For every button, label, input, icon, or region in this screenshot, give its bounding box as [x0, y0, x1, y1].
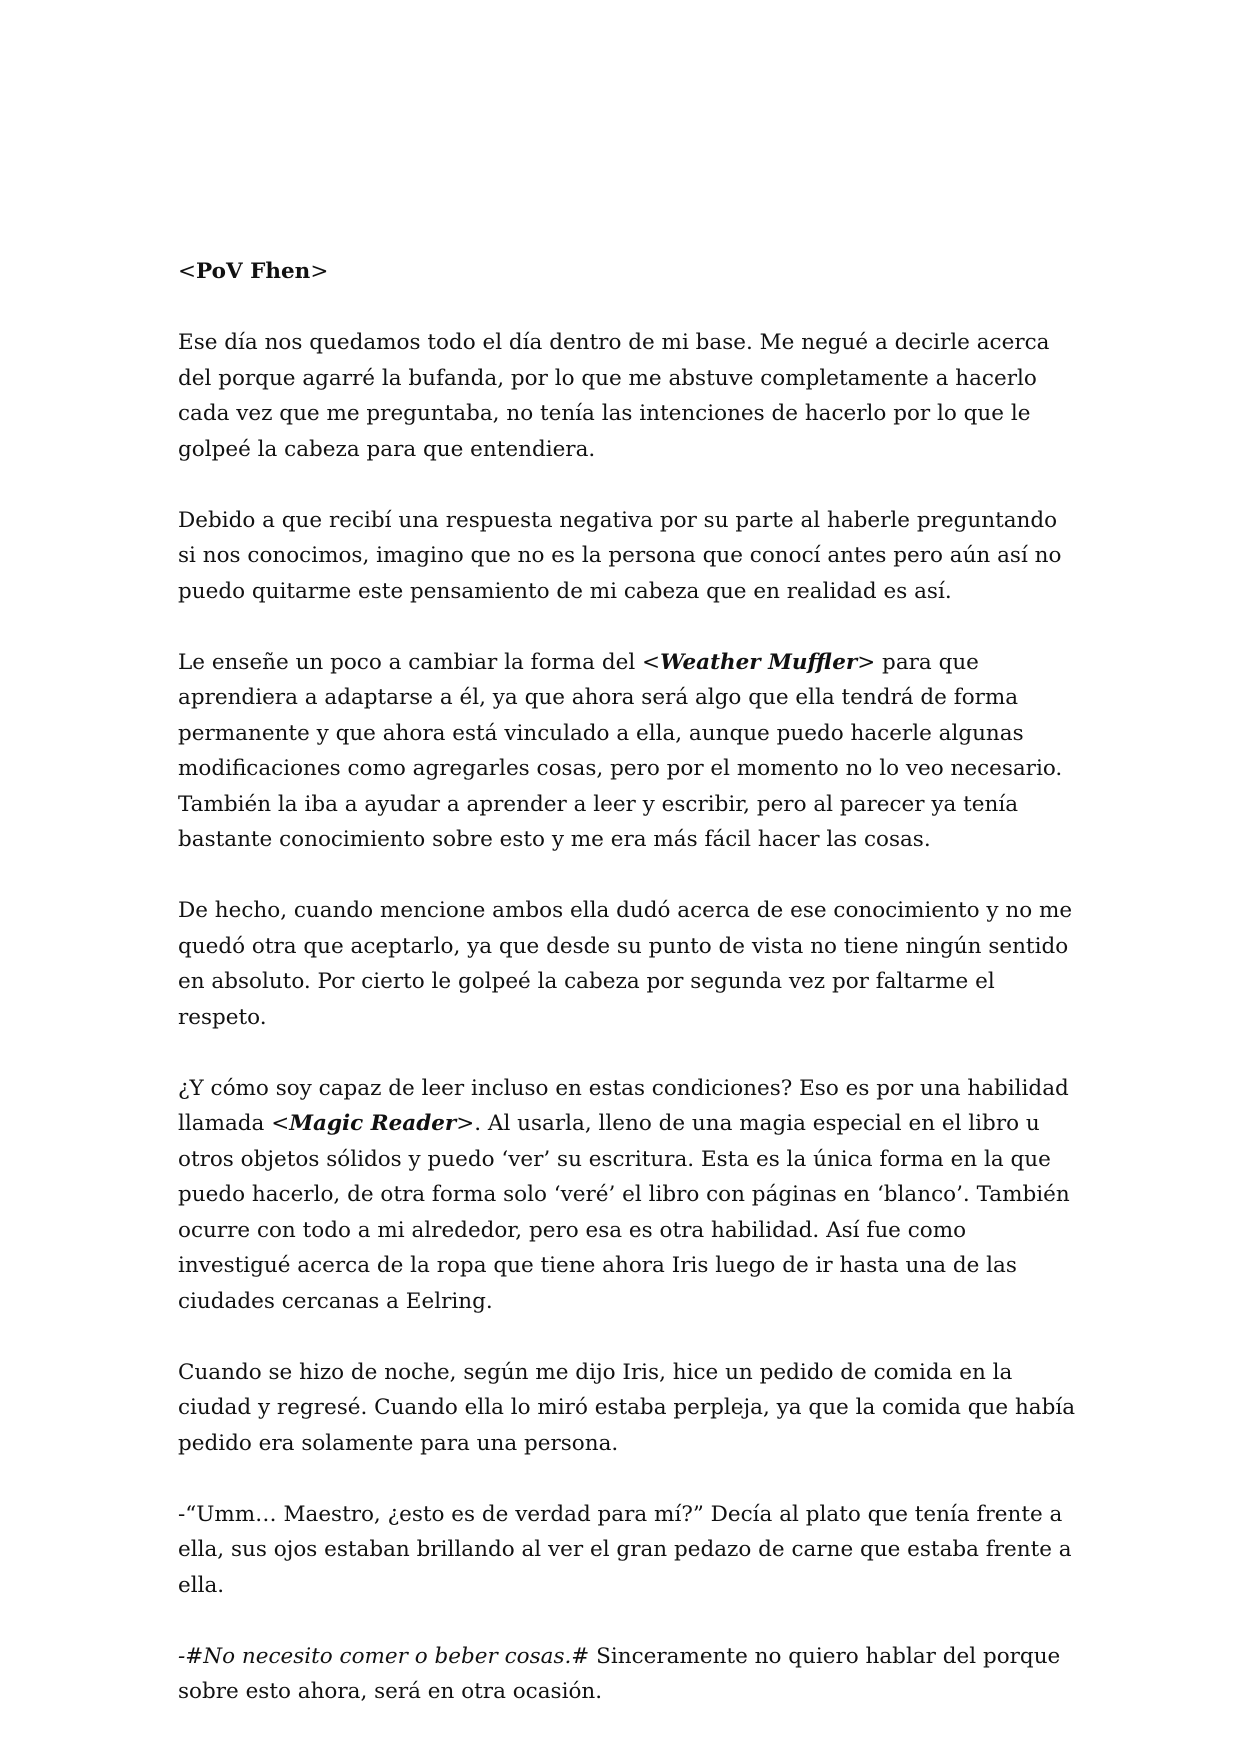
- paragraph-7: -“Umm… Maestro, ¿esto es de verdad para mí?” Decía al plato que tenía frente a ella, sus ojos estaban brillando al ver el gran pedazo de carne que estaba frente a ella.: [178, 1501, 1072, 1598]
- term-magic-reader: Magic Reader: [289, 1111, 457, 1136]
- paragraph-4: De hecho, cuando mencione ambos ella dudó acerca de ese conocimiento y no me quedó otra que aceptarlo, ya que desde su punto de vista no tiene ningún sentido en absoluto. Por cierto le golpeé la cabeza por segunda vez por faltarme el respeto.: [178, 898, 1073, 1030]
- paragraph-5-after: >. Al usarla, lleno de una magia especial en el libro u otros objetos sólidos y puedo ‘ver’ su escritura. Esta es la única forma en la que puedo hacerlo, de otra forma solo ‘veré’ el libro con páginas en ‘blanco’. También ocurre con todo a mi alrededor, pero esa es otra habilidad. Así fue como investigué acerca de la ropa que tiene ahora Iris luego de ir hasta una de las ciudades cercanas a Eelring.: [178, 1111, 1070, 1314]
- paragraph-5: [178, 1071, 1078, 1320]
- heading-close-bracket: >: [310, 259, 329, 284]
- paragraph-8: [178, 1639, 1078, 1710]
- paragraph-8-thought: -#No necesito comer o beber cosas.#: [178, 1643, 590, 1669]
- paragraph-5-before: ¿Y cómo soy capaz de leer incluso en estas condiciones? Eso es por una habilidad llamada <: [178, 1075, 1069, 1136]
- paragraph-3-after: > para que aprendiera a adaptarse a él, ya que ahora será algo que ella tendrá de forma permanente y que ahora está vinculado a ella, aunque puedo hacerle algunas modificaciones como agregarles cosas, pero por el momento no lo veo necesario. También la iba a ayudar a aprender a leer y escribir, pero al parecer ya tenía bastante conocimiento sobre esto y me era más fácil hacer las cosas.: [178, 649, 1063, 852]
- paragraph-3-before: Le enseñe un poco a cambiar la forma del <: [178, 649, 661, 675]
- section-heading: [178, 254, 1078, 290]
- document-body: [178, 254, 1078, 1745]
- paragraph-2: Debido a que recibí una respuesta negativa por su parte al haberle preguntando si nos conocimos, imagino que no es la persona que conocí antes pero aún así no puedo quitarme este pensamiento de mi cabeza que en realidad es así.: [178, 507, 1062, 604]
- paragraph-6: Cuando se hizo de noche, según me dijo Iris, hice un pedido de comida en la ciudad y regresé. Cuando ella lo miró estaba perpleja, ya que la comida que había pedido era solamente para una persona.: [178, 1359, 1076, 1456]
- paragraph-3: [178, 645, 1078, 858]
- paragraph-1: Ese día nos quedamos todo el día dentro de mi base. Me negué a decirle acerca del porque agarré la bufanda, por lo que me abstuve completamente a hacerlo cada vez que me preguntaba, no tenía las intenciones de hacerlo por lo que le golpeé la cabeza para que entendiera.: [178, 330, 1050, 462]
- term-weather-muffler: Weather Muffler: [660, 649, 858, 675]
- heading-open-bracket: <: [178, 259, 197, 284]
- paragraph-8-rest: Sinceramente no quiero hablar del porque sobre esto ahora, será en otra ocasión.: [178, 1643, 1061, 1704]
- heading-name: PoV Fhen: [196, 259, 311, 284]
